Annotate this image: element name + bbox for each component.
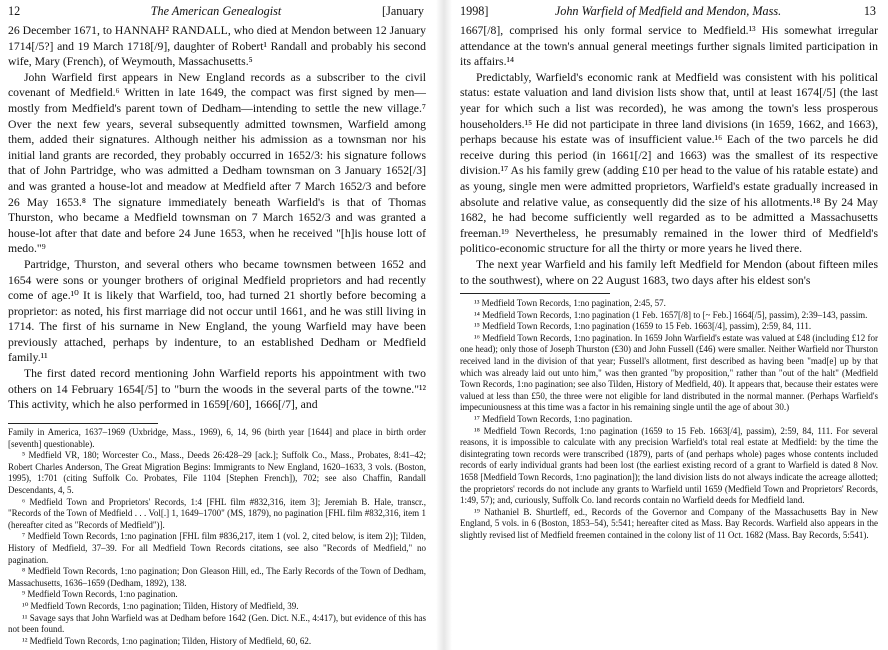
footnote: ⁶ Medfield Town and Proprietors' Records, 1:4 [FHL film #832,316, item 3]; Jeremiah B. Hale, transcr., "Records of the Town of Medfield . . . Vol[.] 1, 1649–1700" (MS, 1879), no pagination [FHL film #832,316, item 1 (hereafter cited as "Records of Medfield")]. xyxy=(8,496,426,530)
footnote: ¹⁹ Nathaniel B. Shurtleff, ed., Records of the Governor and Company of the Massachusetts Bay in New England, 5 vols. in 6 (Boston, 1853–54), 5:541; hereafter cited as Mass. Bay Records. Warfield also appears in the slightly revised list of Medfield freemen contained in the colony list of 11 Oct. 1682 (Mass. Bay Records, 5:541). xyxy=(460,506,878,540)
paragraph: 26 December 1671, to HANNAH² RANDALL, who died at Mendon between 12 January 1714[/5?] and 19 March 1718[/9], daughter of Robert¹ Randall and probably his second wife, Mary (French), of Weymouth, Massachusetts.⁵ xyxy=(8,24,426,69)
paragraph: The next year Warfield and his family left Medfield for Mendon (about fifteen miles to the southwest), where on 22 August 1683, two days after his eldest son's xyxy=(460,257,878,287)
page-number: 12 xyxy=(8,4,21,18)
footnote: ¹⁶ Medfield Town Records, 1:no pagination. In 1659 John Warfield's estate was valued at £48 (including £12 for one head); only those of Joseph Thurston (£30) and John Fussell (£46) were smaller. Neither Warfield nor Thurston received land in the division of that year; Fussell's allotment, first described as having been "mad[e] up by that which was already laid out unto him," was then granted "by proposition," rather than "out of the halt" (Medfield Town Records, 1:no pagination; see also Tilden, History of Medfield, 40). It appears that, because their estates were valued at less than £50, the three were not eligible for land distributed in the normal manner. (Perhaps Warfield's impecuniousness at this time was a factor in his remaining single until the age of about 30.) xyxy=(460,332,878,413)
body-text-left xyxy=(8,23,426,413)
footnote: ¹² Medfield Town Records, 1:no pagination; Tilden, History of Medfield, 60, 62. xyxy=(22,635,312,646)
footnote: Family in America, 1637–1969 (Uxbridge, Mass., 1969), 6, 14, 96 (birth year [1644] and place in birth order [seventh] questionable). xyxy=(8,427,426,449)
footnote: ¹⁵ Medfield Town Records, 1:no pagination (1659 to 15 Feb. 1663[/4], passim), 2:59, 84, 111. xyxy=(474,321,812,332)
footnote: ¹³ Medfield Town Records, 1:no pagination, 2:45, 57. xyxy=(474,298,666,308)
book-gutter xyxy=(436,0,452,650)
footnote-rule xyxy=(460,293,610,294)
footnote: ¹⁷ Medfield Town Records, 1:no pagination. xyxy=(474,413,633,424)
running-head-left xyxy=(8,4,424,20)
footnote: ¹⁰ Medfield Town Records, 1:no pagination; Tilden, History of Medfield, 39. xyxy=(22,600,299,611)
footnotes-left xyxy=(8,427,426,647)
footnote: ¹⁸ Medfield Town Records, 1:no pagination (1659 to 15 Feb. 1663[/4], passim), 2:59, 84, 111. For several reasons, it is impossible to calculate with any precision Warfield's total real estate at Medfield: by the time the disintegrating town records were transcribed (1879), parts of (and perhaps whole) pages whose contents included records of early individual grants had been lost (the earliest existing record of a grant to Warfield is dated 8 Nov. 1658 [Medfield Town Records, 1:no pagination]); the land division lists do not always indicate the acreage allotted; the proprietors' records do not include any grants to Warfield until 1659 (Medfield Town and Proprietors' Records, 1:49, 57); and, curiously, Suffolk Co. land records contain no Warfield deeds for Medfield land. xyxy=(460,425,878,506)
journal-title: The American Genealogist xyxy=(150,4,282,18)
footnote: ⁹ Medfield Town Records, 1:no pagination. xyxy=(22,589,178,600)
right-page xyxy=(452,0,888,650)
paragraph: The first dated record mentioning John Warfield reports his appointment with two others on 14 February 1654[/5] to "burn the woods in the several parts of the towne."¹² This activity, which he also performed in 1659[/60], 1666[/7], and xyxy=(8,367,426,412)
footnote-rule xyxy=(8,423,158,424)
issue-year: 1998] xyxy=(460,4,489,18)
running-head-right xyxy=(460,4,876,20)
paragraph: Partridge, Thurston, and several others who became townsmen between 1652 and 1654 were sons or younger brothers of original Medfield proprietors and had recently come of age.¹⁰ It is likely that Warfield, too, had turned 21 shortly before becoming a proprietor: as noted, his first marriage did not occur until 1661, and he was still living in 1714. The first of his surname in New England, the young Warfield may have been previously attached, perhaps by indenture, to an established Dedham or Medfield family.¹¹ xyxy=(8,257,426,365)
footnote: ⁵ Medfield VR, 180; Worcester Co., Mass., Deeds 26:428–29 [ack.]; Suffolk Co., Mass., Probates, 8:41–42; Robert Charles Anderson, The Great Migration Begins: Immigrants to New England, 1620–1633, 3 vols. (Boston, 1995), 1:701 (citing Suffolk Co. Probates, File 1104 [Stephen French]), 702; see also Chaffin, Randall Descendants, 4, 5. xyxy=(8,450,426,495)
footnote: ¹⁴ Medfield Town Records, 1:no pagination (1 Feb. 1657[/8] to [~ Feb.] 1664[/5], passim), 2:39–143, passim. xyxy=(474,309,868,320)
paragraph: Predictably, Warfield's economic rank at Medfield was consistent with his political status: estate valuation and land division lists show that, until at least 1674[/5] (the last year for which such a list was recorded), he was among the town's less prosperous householders.¹⁵ He did not participate in three land divisions (in 1659, 1662, and 1663), perhaps because his estate was of insufficient value.¹⁶ Each of the two parcels he did receive during this period (in 1661[/2] and 1663) was the smallest of its respective division.¹⁷ As his family grew (adding £10 per head to the value of his ratable estate) and as young, single men were admitted proprietors, Warfield's estate gradually increased in absolute and relative value, as consequently did the size of his allotments.¹⁸ By 24 May 1682, he had become sufficiently well regarded as to be admitted a Massachusetts freeman.¹⁹ Nevertheless, he presumably remained in the lower third of Medfield's politico-economic structure for all the thirty or more years he lived there. xyxy=(460,70,878,256)
left-page xyxy=(0,0,436,650)
footnote: ¹¹ Savage says that John Warfield was at Dedham before 1642 (Gen. Dict. N.E., 4:417), but evidence of this has not been found. xyxy=(8,612,426,635)
page-number: 13 xyxy=(863,4,876,18)
footnotes-right xyxy=(460,298,878,541)
body-text-right xyxy=(460,23,878,288)
paragraph: 1667[/8], comprised his only formal service to Medfield.¹³ His somewhat irregular attendance at the town's annual general meetings further signals limited participation in its affairs.¹⁴ xyxy=(460,24,878,69)
footnote: ⁷ Medfield Town Records, 1:no pagination [FHL film #836,217, item 1 (vol. 2, cited below, is item 2)]; Tilden, History of Medfield, 37–39. For all Medfield Town Records citations, see also "Records of Medfield," no pagination. xyxy=(8,531,426,565)
footnote: ⁸ Medfield Town Records, 1:no pagination; Don Gleason Hill, ed., The Early Records of the Town of Dedham, Massachusetts, 1636–1659 (Dedham, 1892), 138. xyxy=(8,566,426,588)
issue-month: [January xyxy=(382,4,424,18)
paragraph: John Warfield first appears in New England records as a subscriber to the civil covenant of Medfield.⁶ Written in late 1649, the compact was first signed by men—mostly from Medfield's parent town of Dedham—intending to settle the new village.⁷ Over the next few years, several subsequently admitted townsmen, Warfield among them, added their signatures. Although neither his admission as a townsman nor his initial land grants are recorded, they probably occurred in 1652/3: his signature follows that of John Partridge, who was admitted a Dedham townsman on 3 January 1652[/3] and was granted a house-lot and meadow at Medfield after 7 March 1652/3 and before 26 May 1653.⁸ The signature immediately beneath Warfield's is that of Thomas Thurston, who became a Medfield townsman on 7 March 1652/3 and was granted a house-lot after that date and before 24 June 1653, when he received "[h]is house lott of medo."⁹ xyxy=(8,70,426,256)
article-title: John Warfield of Medfield and Mendon, Mass. xyxy=(554,4,782,18)
